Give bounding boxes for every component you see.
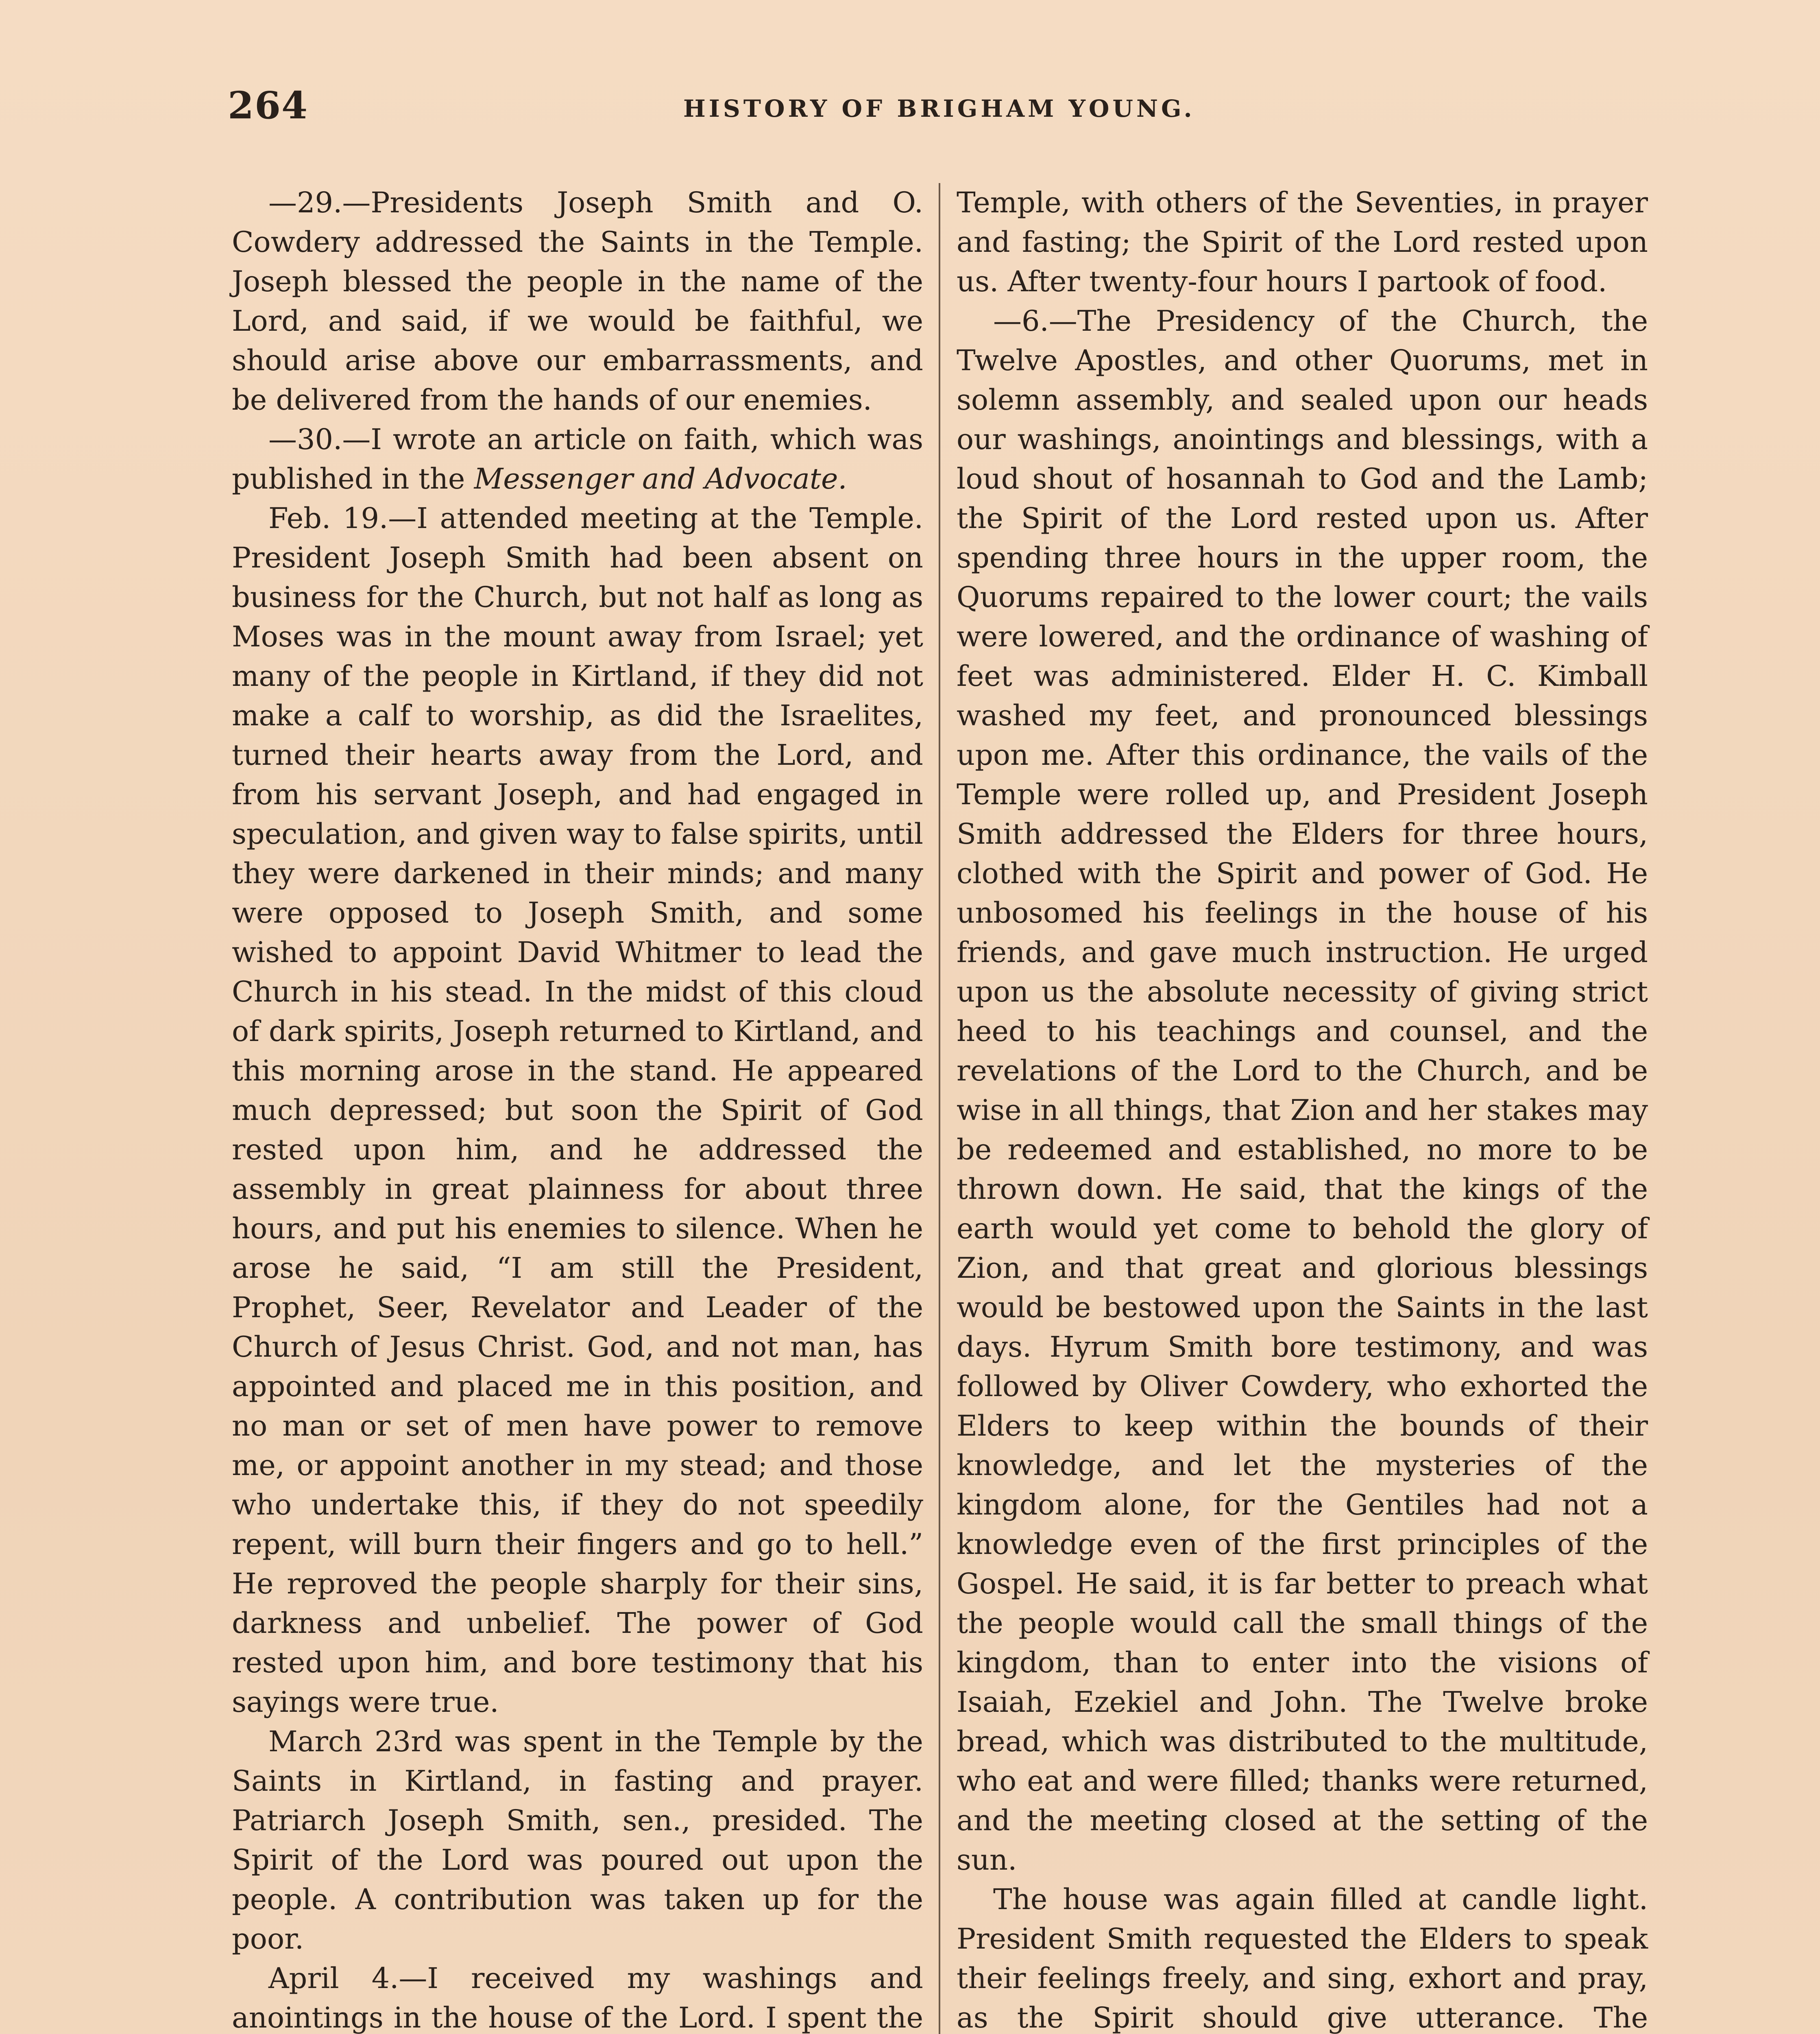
paragraph: March 23rd was spent in the Temple by the Saints in Kirtland, in fasting and prayer. Patriarch Joseph Smith, sen., presided. The Spirit of the Lord was poured out upon the people. A contribution was taken up for the poor. xyxy=(232,1725,923,1955)
publication-title: Messenger and Advocate. xyxy=(474,462,847,495)
paragraph: The house was again filled at candle light. President Smith requested the Elders to speak their feelings freely, and sing, exhort and pray, as the Spirit should give utterance. The xyxy=(957,1883,1648,2034)
left-column xyxy=(232,183,923,2034)
paragraph: Feb. 19.—I attended meeting at the Temple. President Joseph Smith had been absent on business for the Church, but not half as long as Moses was in the mount away from Israel; yet many of the people in Kirtland, if they did not make a calf to worship, as did the Israelites, turned their hearts away from the Lord, and from his servant Joseph, and had engaged in speculation, and given way to false spirits, until they were darkened in their minds; and many were opposed to Joseph Smith, and some wished to appoint David Whitmer to lead the Church in his stead. In the midst of this cloud of dark spirits, Joseph returned to Kirtland, and this morning arose in the stand. He appeared much depressed; but soon the Spirit of God rested upon him, and he addressed the assembly in great plainness for about three hours, and put his enemies to silence. When he arose he said, “I am still the President, Prophet, Seer, Revelator and Leader of the Church of Jesus Christ. God, and not man, has appointed and placed me in this position, and no man or set of men have power to remove me, or appoint another in my stead; and those who undertake this, if they do not speedily repent, will burn their fingers and go to hell.” He reproved the people sharply for their sins, darkness and unbelief. The power of God rested upon him, and bore testimony that his sayings were true. xyxy=(232,502,923,1719)
page-number: 264 xyxy=(228,83,309,127)
running-title: HISTORY OF BRIGHAM YOUNG. xyxy=(683,95,1195,122)
paragraph: —29.—Presidents Joseph Smith and O. Cowdery addressed the Saints in the Temple. Joseph blessed the people in the name of the Lord, and said, if we would be faithful, we should arise above our embarrassments, and be delivered from the hands of our enemies. xyxy=(232,186,923,417)
column-divider xyxy=(939,183,940,2034)
page-header xyxy=(228,83,1651,148)
right-column xyxy=(957,183,1648,2034)
paragraph: Temple, with others of the Seventies, in prayer and fasting; the Spirit of the Lord rested upon us. After twenty-four hours I partook of food. xyxy=(957,186,1648,298)
paragraph-text: —30.—I wrote an article on faith, which was published in the xyxy=(232,423,923,495)
paragraph: —6.—The Presidency of the Church, the Twelve Apostles, and other Quorums, met in solemn assembly, and sealed upon our heads our washings, anointings and blessings, with a loud shout of hosannah to God and the Lamb; the Spirit of the Lord rested upon us. After spending three hours in the upper room, the Quorums repaired to the lower court; the vails were lowered, and the ordinance of washing of feet was administered. Elder H. C. Kimball washed my feet, and pronounced blessings upon me. After this ordinance, the vails of the Temple were rolled up, and President Joseph Smith addressed the Elders for three hours, clothed with the Spirit and power of God. He unbosomed his feelings in the house of his friends, and gave much instruction. He urged upon us the absolute necessity of giving strict heed to his teachings and counsel, and the revelations of the Lord to the Church, and be wise in all things, that Zion and her stakes may be redeemed and established, no more to be thrown down. He said, that the kings of the earth would yet come to behold the glory of Zion, and that great and glorious blessings would be bestowed upon the Saints in the last days. Hyrum Smith bore testimony, and was followed by Oliver Cowdery, who exhorted the Elders to keep within the bounds of their knowledge, and let the mysteries of the kingdom alone, for the Gentiles had not a knowledge even of the first principles of the Gospel. He said, it is far better to preach what the people would call the small things of the kingdom, than to enter into the visions of Isaiah, Ezekiel and John. The Twelve broke bread, which was distributed to the multitude, who eat and were filled; thanks were returned, and the meeting closed at the setting of the sun. xyxy=(957,304,1648,1877)
paragraph xyxy=(232,420,923,499)
paragraph: April 4.—I received my washings and anointings in the house of the Lord. I spent the xyxy=(232,1962,923,2034)
